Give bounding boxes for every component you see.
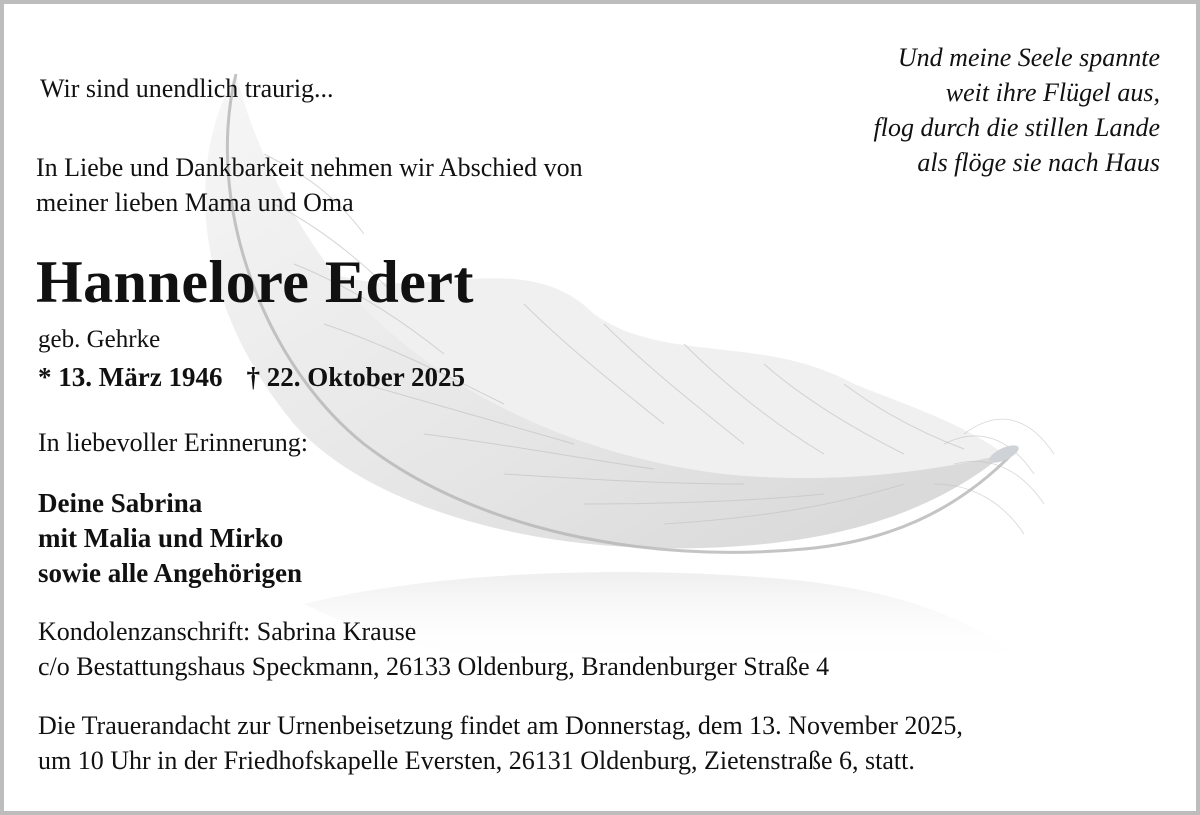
poem-line: flog durch die stillen Lande <box>873 113 1160 142</box>
lead-line: In Liebe und Dankbarkeit nehmen wir Abschied von <box>36 153 583 182</box>
lead-line: meiner lieben Mama und Oma <box>36 188 354 217</box>
family-line: mit Malia und Mirko <box>38 523 284 553</box>
birth-date: * 13. März 1946 <box>38 362 223 392</box>
intro-text: Wir sind unendlich traurig... <box>40 74 334 103</box>
poem-line: als flöge sie nach Haus <box>917 148 1160 177</box>
service-line: Die Trauerandacht zur Urnenbeisetzung findet am Donnerstag, dem 13. November 2025, <box>38 711 963 740</box>
poem-line: Und meine Seele spannte <box>897 43 1160 72</box>
life-dates <box>38 362 465 393</box>
lead-text <box>36 150 583 220</box>
poem-line: weit ihre Flügel aus, <box>945 78 1160 107</box>
service-info <box>38 708 963 778</box>
family-line: Deine Sabrina <box>38 488 203 518</box>
service-line: um 10 Uhr in der Friedhofskapelle Eversten, 26131 Oldenburg, Zietenstraße 6, statt. <box>38 746 915 775</box>
deceased-name: Hannelore Edert <box>36 249 475 315</box>
condolence-address <box>38 614 829 684</box>
death-date: † 22. Oktober 2025 <box>246 362 465 392</box>
family-line: sowie alle Angehörigen <box>38 558 302 588</box>
poem <box>874 40 1160 180</box>
memory-label: In liebevoller Erinnerung: <box>38 428 309 457</box>
family-signature <box>38 486 302 591</box>
birth-name: geb. Gehrke <box>38 326 161 353</box>
condolence-line: c/o Bestattungshaus Speckmann, 26133 Oldenburg, Brandenburger Straße 4 <box>38 652 830 681</box>
condolence-line: Kondolenzanschrift: Sabrina Krause <box>38 617 417 646</box>
